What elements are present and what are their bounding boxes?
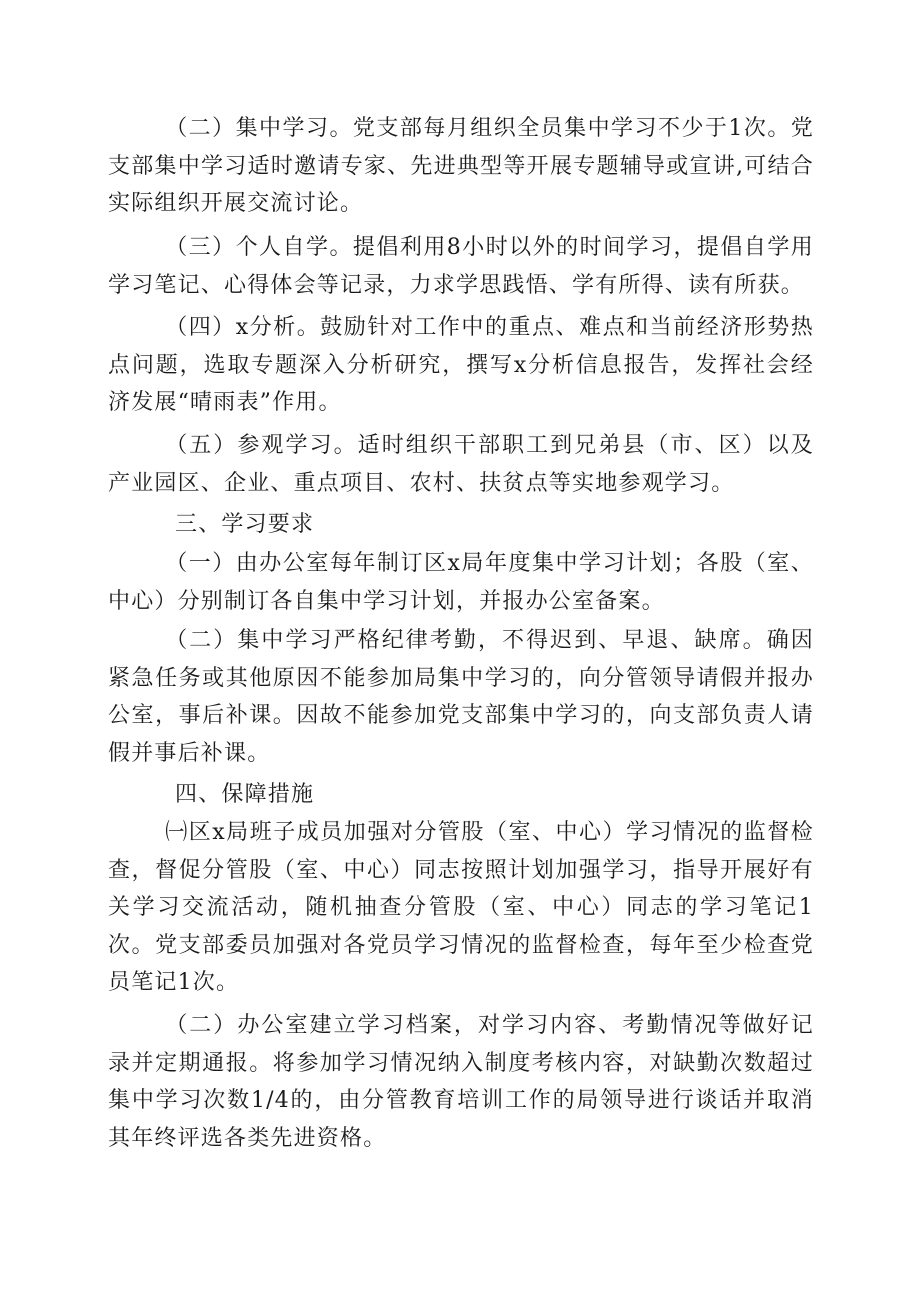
paragraph-visit-study: （五）参观学习。适时组织干部职工到兄弟县（市、区）以及产业园区、企业、重点项目、农村、扶贫点等实地参观学习。 — [108, 433, 814, 496]
paragraph-study-plan: （一）由办公室每年制订区x局年度集中学习计划；各股（室、中心）分别制订各自集中学习计划，并报办公室备案。 — [108, 551, 814, 614]
section-heading-requirements: 三、学习要求 — [175, 512, 315, 537]
paragraph-attendance: （二）集中学习严格纪律考勤，不得迟到、早退、缺席。确因紧急任务或其他原因不能参加局集中学习的，向分管领导请假并报办公室，事后补课。因故不能参加党支部集中学习的，向支部负责人请假并事后补课。 — [108, 628, 814, 766]
paragraph-archives: （二）办公室建立学习档案，对学习内容、考勤情况等做好记录并定期通报。将参加学习情况纳入制度考核内容，对缺勤次数超过集中学习次数1/4的，由分管教育培训工作的局领导进行谈话并取消其年终评选各类先进资格。 — [108, 1013, 814, 1151]
paragraph-self-study: （三）个人自学。提倡利用8小时以外的时间学习，提倡自学用学习笔记、心得体会等记录，力求学思践悟、学有所得、读有所获。 — [108, 235, 814, 298]
paragraph-centralized-study: （二）集中学习。党支部每月组织全员集中学习不少于1次。党支部集中学习适时邀请专家、先进典型等开展专题辅导或宣讲,可结合实际组织开展交流讨论。 — [108, 116, 814, 216]
section-heading-guarantee: 四、保障措施 — [175, 782, 315, 807]
paragraph-supervision: ㈠区x局班子成员加强对分管股（室、中心）学习情况的监督检查，督促分管股（室、中心）同志按照计划加强学习，指导开展好有关学习交流活动，随机抽查分管股（室、中心）同志的学习笔记1次。党支部委员加强对各党员学习情况的监督检查，每年至少检查党员笔记1次。 — [108, 820, 814, 995]
paragraph-analysis: （四）x分析。鼓励针对工作中的重点、难点和当前经济形势热点问题，选取专题深入分析研究，撰写x分析信息报告，发挥社会经济发展“晴雨表”作用。 — [108, 315, 814, 415]
